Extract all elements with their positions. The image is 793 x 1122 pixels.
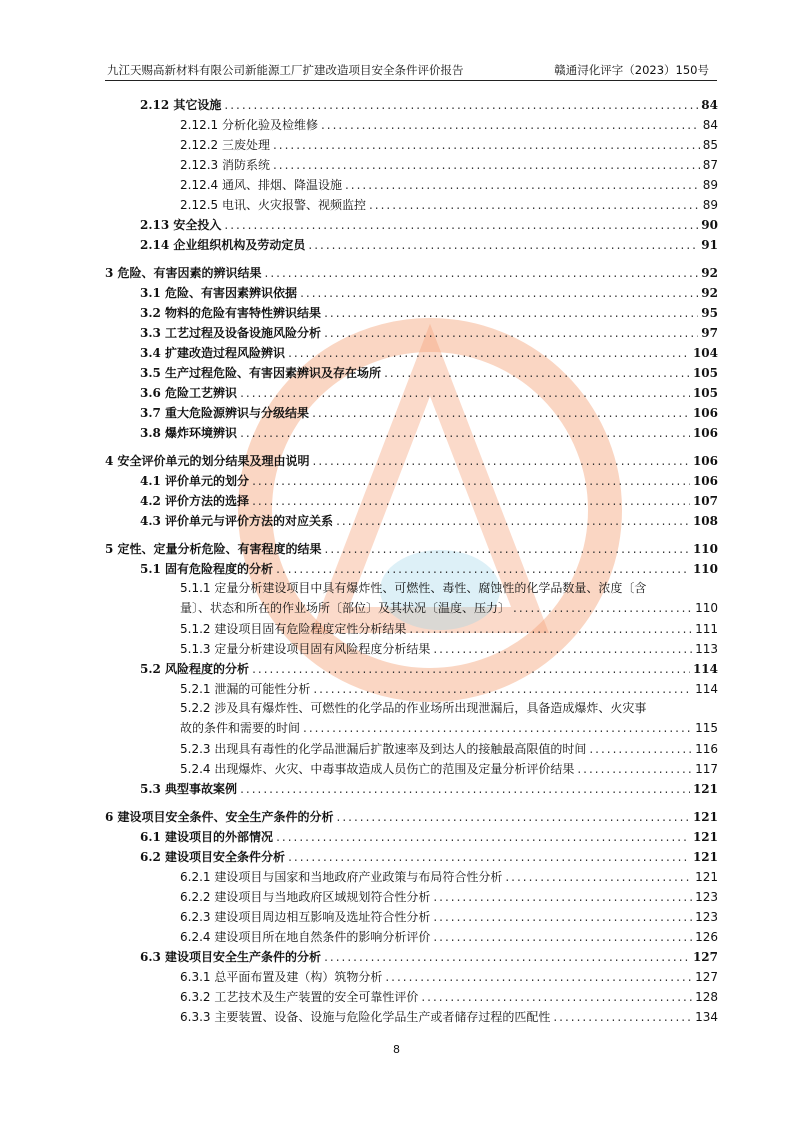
toc-entry[interactable]: 5.1.3 定量分析建设项目固有风险程度分析结果 ..... 113	[180, 641, 718, 657]
toc-entry[interactable]: 6.1 建设项目的外部情况 ..... 121	[140, 829, 718, 845]
toc-entry[interactable]: 6.3 建设项目安全生产条件的分析 ..... 127	[140, 949, 718, 965]
toc-entry[interactable]: 3.5 生产过程危险、有害因素辨识及存在场所 ..... 105	[140, 365, 718, 381]
toc-entry[interactable]: 6 建设项目安全条件、安全生产条件的分析 ..... 121	[105, 809, 718, 825]
toc-entry[interactable]: 3.6 危险工艺辨识 ..... 105	[140, 385, 718, 401]
toc-entry[interactable]: 2.12.3 消防系统 ..... 87	[180, 157, 718, 173]
toc-entry[interactable]: 4 安全评价单元的划分结果及理由说明 ..... 106	[105, 453, 718, 469]
toc-entry[interactable]: 2.12.5 电讯、火灾报警、视频监控 ..... 89	[180, 197, 718, 213]
toc-entry[interactable]: 6.2.2 建设项目与当地政府区域规划符合性分析 ..... 123	[180, 889, 718, 905]
toc-entry[interactable]: 3.4 扩建改造过程风险辨识 ..... 104	[140, 345, 718, 361]
toc-entry-multiline[interactable]: 5.2.2 涉及具有爆炸性、可燃性的化学品的作业场所出现泄漏后，具备造成爆炸、火灾事 故的条件和需要的时间 ..... 115	[180, 698, 718, 738]
toc-entry[interactable]: 2.13 安全投入 ..... 90	[140, 217, 718, 233]
report-number: 赣通浔化评字（2023）150号	[554, 63, 709, 77]
toc-entry[interactable]: 3 危险、有害因素的辨识结果 ..... 92	[105, 265, 718, 281]
toc-entry[interactable]: 6.3.2 工艺技术及生产装置的安全可靠性评价 ..... 128	[180, 989, 718, 1005]
toc-entry[interactable]: 6.2.4 建设项目所在地自然条件的影响分析评价 ..... 126	[180, 929, 718, 945]
toc-entry[interactable]: 5.2.4 出现爆炸、火灾、中毒事故造成人员伤亡的范围及定量分析评价结果 ..... 117	[180, 761, 718, 777]
toc-entry[interactable]: 6.2.1 建设项目与国家和当地政府产业政策与布局符合性分析 ..... 121	[180, 869, 718, 885]
toc-entry[interactable]: 3.2 物料的危险有害特性辨识结果 ..... 95	[140, 305, 718, 321]
toc-entry[interactable]: 3.3 工艺过程及设备设施风险分析 ..... 97	[140, 325, 718, 341]
toc-entry[interactable]: 5.1.2 建设项目固有危险程度定性分析结果 ..... 111	[180, 621, 718, 637]
toc-entry[interactable]: 5.2 风险程度的分析 ..... 114	[140, 661, 718, 677]
report-title: 九江天赐高新材料有限公司新能源工厂扩建改造项目安全条件评价报告	[107, 63, 464, 77]
toc-entry[interactable]: 3.1 危险、有害因素辨识依据 ..... 92	[140, 285, 718, 301]
toc-entry[interactable]: 2.14 企业组织机构及劳动定员 ..... 91	[140, 237, 718, 253]
toc-entry[interactable]: 6.3.3 主要装置、设备、设施与危险化学品生产或者储存过程的匹配性 ..... 134	[180, 1009, 718, 1025]
toc-entry[interactable]: 3.8 爆炸环境辨识 ..... 106	[140, 425, 718, 441]
toc-entry[interactable]: 2.12.4 通风、排烟、降温设施 ..... 89	[180, 177, 718, 193]
toc-entry[interactable]: 2.12 其它设施 ..... 84	[140, 97, 718, 113]
toc-entry[interactable]: 5.1 固有危险程度的分析 ..... 110	[140, 561, 718, 577]
toc-entry[interactable]: 3.7 重大危险源辨识与分级结果 ..... 106	[140, 405, 718, 421]
toc-entry[interactable]: 6.2 建设项目安全条件分析 ..... 121	[140, 849, 718, 865]
toc-entry[interactable]: 5.2.3 出现具有毒性的化学品泄漏后扩散速率及到达人的接触最高限值的时间 ..... 116	[180, 741, 718, 757]
toc-entry[interactable]: 4.2 评价方法的选择 ..... 107	[140, 493, 718, 509]
toc-entry[interactable]: 4.3 评价单元与评价方法的对应关系 ..... 108	[140, 513, 718, 529]
toc-entry-multiline[interactable]: 5.1.1 定量分析建设项目中具有爆炸性、可燃性、毒性、腐蚀性的化学品数量、浓度〔含 量〕、状态和所在的作业场所〔部位〕及其状况〔温度、压力〕 ..... 110	[180, 578, 718, 618]
toc-entry[interactable]: 6.2.3 建设项目周边相互影响及选址符合性分析 ..... 123	[180, 909, 718, 925]
page-number: 8	[393, 1043, 400, 1056]
toc-entry[interactable]: 2.12.2 三废处理 ..... 85	[180, 137, 718, 153]
toc-entry[interactable]: 2.12.1 分析化验及检维修 ..... 84	[180, 117, 718, 133]
page-header	[105, 62, 717, 81]
toc-entry[interactable]: 4.1 评价单元的划分 ..... 106	[140, 473, 718, 489]
toc-entry[interactable]: 5.2.1 泄漏的可能性分析 ..... 114	[180, 681, 718, 697]
toc-entry[interactable]: 5 定性、定量分析危险、有害程度的结果 ..... 110	[105, 541, 718, 557]
toc-entry[interactable]: 5.3 典型事故案例 ..... 121	[140, 781, 718, 797]
toc-entry[interactable]: 6.3.1 总平面布置及建（构）筑物分析 ..... 127	[180, 969, 718, 985]
